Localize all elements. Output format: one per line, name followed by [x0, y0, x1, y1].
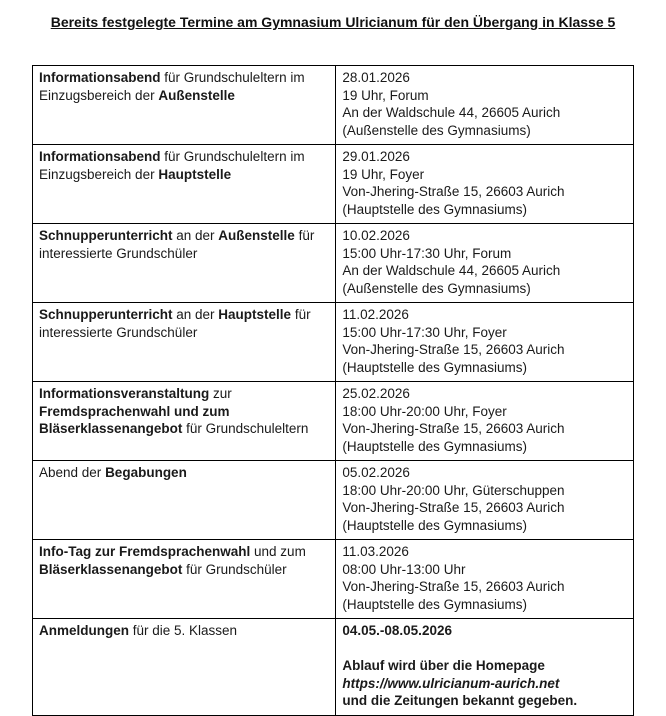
details-line: [342, 482, 627, 500]
text-segment: Außenstelle: [218, 228, 295, 243]
text-segment: Abend der: [39, 465, 106, 480]
text-segment: für Grundschuleltern im: [160, 70, 305, 85]
details-line: [342, 183, 627, 201]
text-segment: Hauptstelle: [218, 307, 292, 322]
event-line: [39, 622, 329, 640]
homepage-url: https://www.ulricianum-aurich.net: [342, 675, 560, 691]
text-segment: Hauptstelle: [158, 166, 232, 182]
event-cell: [33, 224, 336, 303]
text-segment: für die 5. Klassen: [129, 623, 238, 638]
text-segment: Anmeldungen: [39, 623, 129, 638]
details-line: [342, 69, 627, 87]
event-line: [39, 166, 329, 184]
details-line: [342, 464, 627, 482]
text-segment: und zum: [250, 544, 306, 559]
event-line: [39, 464, 329, 482]
text-segment: Außenstelle: [158, 87, 235, 103]
event-cell: [33, 382, 336, 461]
table-row: [33, 461, 634, 540]
event-cell: [33, 303, 336, 382]
details-line: [342, 596, 627, 614]
text-segment: 15:00 Uhr-17:30 Uhr, Forum: [342, 245, 512, 261]
text-segment: Informationsabend: [39, 149, 161, 164]
text-segment: Schnupperunterricht: [39, 307, 173, 322]
text-segment: 19 Uhr, Forum: [342, 87, 429, 103]
text-segment: für Grundschuleltern: [182, 421, 309, 436]
details-line: [342, 420, 627, 438]
text-segment: interessierte Grundschüler: [39, 245, 198, 261]
text-segment: Von-Jhering-Straße 15, 26603 Aurich: [342, 184, 565, 199]
event-line: [39, 69, 329, 87]
text-segment: Schnupperunterricht: [39, 228, 173, 243]
text-segment: 25.02.2026: [342, 386, 410, 401]
details-line: [342, 543, 627, 561]
text-segment: für Grundschuleltern im: [160, 149, 305, 164]
event-line: [39, 420, 329, 438]
table-row: [33, 619, 634, 716]
details-line: [342, 499, 627, 517]
text-segment: interessierte Grundschüler: [39, 324, 198, 340]
details-line: [342, 262, 627, 280]
text-segment: Fremdsprachenwahl und zum: [39, 403, 230, 419]
text-segment: für Grundschüler: [182, 561, 287, 577]
event-cell: [33, 619, 336, 716]
text-segment: für: [294, 228, 315, 243]
text-segment: (Außenstelle des Gymnasiums): [342, 122, 531, 138]
details-line: [342, 324, 627, 342]
event-line: [39, 227, 329, 245]
details-cell: [336, 382, 634, 461]
text-segment: 29.01.2026: [342, 149, 410, 164]
details-line: [342, 87, 627, 105]
details-cell: [336, 145, 634, 224]
text-segment: 11.03.2026: [342, 544, 409, 559]
text-segment: 28.01.2026: [342, 70, 410, 85]
table-row: [33, 224, 634, 303]
event-cell: [33, 540, 336, 619]
text-segment: Begabungen: [105, 465, 187, 480]
details-line: [342, 166, 627, 184]
details-line: [342, 385, 627, 403]
text-segment: 05.02.2026: [342, 465, 410, 480]
text-segment: Info-Tag zur Fremdsprachenwahl: [39, 544, 251, 559]
text-segment: Von-Jhering-Straße 15, 26603 Aurich: [342, 342, 565, 357]
text-segment: Von-Jhering-Straße 15, 26603 Aurich: [342, 421, 565, 436]
text-segment: (Außenstelle des Gymnasiums): [342, 280, 531, 296]
details-line: [342, 341, 627, 359]
details-cell: [336, 303, 634, 382]
text-segment: (Hauptstelle des Gymnasiums): [342, 359, 527, 375]
text-segment: 15:00 Uhr-17:30 Uhr, Foyer: [342, 324, 507, 340]
details-line: [342, 122, 627, 140]
text-segment: 11.02.2026: [342, 307, 409, 322]
details-cell: [336, 540, 634, 619]
text-segment: 19 Uhr, Foyer: [342, 166, 425, 182]
details-line: [342, 622, 627, 640]
details-line: [342, 561, 627, 579]
text-segment: (Hauptstelle des Gymnasiums): [342, 517, 527, 533]
details-line: [342, 227, 627, 245]
event-line: [39, 385, 329, 403]
text-segment: Einzugsbereich der: [39, 87, 159, 103]
details-cell: [336, 461, 634, 540]
details-line: [342, 359, 627, 377]
details-line: [342, 578, 627, 596]
text-segment: Von-Jhering-Straße 15, 26603 Aurich: [342, 500, 565, 515]
page-title: Bereits festgelegte Termine am Gymnasium Ulricianum für den Übergang in Klasse 5: [50, 14, 616, 30]
text-segment: Einzugsbereich der: [39, 166, 159, 182]
event-line: [39, 245, 329, 263]
details-line: [342, 201, 627, 219]
table-row: [33, 382, 634, 461]
event-line: [39, 403, 329, 421]
table-row: [33, 66, 634, 145]
event-line: [39, 87, 329, 105]
details-line: [342, 517, 627, 535]
details-line: [342, 403, 627, 421]
details-line: [342, 657, 627, 675]
text-segment: 10.02.2026: [342, 228, 410, 243]
details-line: [342, 280, 627, 298]
termine-table: [32, 65, 634, 716]
text-segment: 18:00 Uhr-20:00 Uhr, Foyer: [342, 403, 507, 419]
event-line: [39, 543, 329, 561]
event-line: [39, 306, 329, 324]
details-line: [342, 675, 627, 693]
text-segment: (Hauptstelle des Gymnasiums): [342, 596, 527, 612]
text-segment: Bläserklassenangebot: [39, 561, 183, 577]
text-segment: an der: [172, 228, 219, 243]
table-container: [32, 65, 634, 716]
text-segment: Ablauf wird über die Homepage: [342, 658, 545, 673]
termine-table-body: [33, 66, 634, 716]
text-segment: an der: [172, 307, 219, 322]
text-segment: (Hauptstelle des Gymnasiums): [342, 438, 527, 454]
table-row: [33, 540, 634, 619]
text-segment: Informationsabend: [39, 70, 161, 85]
details-line: [342, 306, 627, 324]
event-cell: [33, 145, 336, 224]
text-segment: (Hauptstelle des Gymnasiums): [342, 201, 527, 217]
details-line: [342, 245, 627, 263]
details-line: [342, 104, 627, 122]
text-segment: Informationsveranstaltung: [39, 386, 210, 401]
details-cell: [336, 66, 634, 145]
event-line: [39, 148, 329, 166]
text-segment: An der Waldschule 44, 26605 Aurich: [342, 105, 561, 120]
details-line: [342, 148, 627, 166]
text-segment: 18:00 Uhr-20:00 Uhr, Güterschuppen: [342, 482, 565, 498]
details-line: [342, 692, 627, 710]
text-segment: 04.05.-08.05.2026: [342, 623, 452, 638]
text-segment: zur: [209, 386, 232, 401]
text-segment: Bläserklassenangebot: [39, 421, 183, 436]
event-line: [39, 324, 329, 342]
text-segment: An der Waldschule 44, 26605 Aurich: [342, 263, 561, 278]
details-cell: [336, 224, 634, 303]
event-line: [39, 561, 329, 579]
text-segment: Von-Jhering-Straße 15, 26603 Aurich: [342, 579, 565, 594]
details-cell: [336, 619, 634, 716]
table-row: [33, 303, 634, 382]
text-segment: für: [291, 307, 311, 322]
details-line: [342, 640, 627, 658]
table-row: [33, 145, 634, 224]
event-cell: [33, 66, 336, 145]
details-line: [342, 438, 627, 456]
text-segment: und die Zeitungen bekannt gegeben.: [342, 693, 578, 708]
event-cell: [33, 461, 336, 540]
text-segment: 08:00 Uhr-13:00 Uhr: [342, 561, 466, 577]
